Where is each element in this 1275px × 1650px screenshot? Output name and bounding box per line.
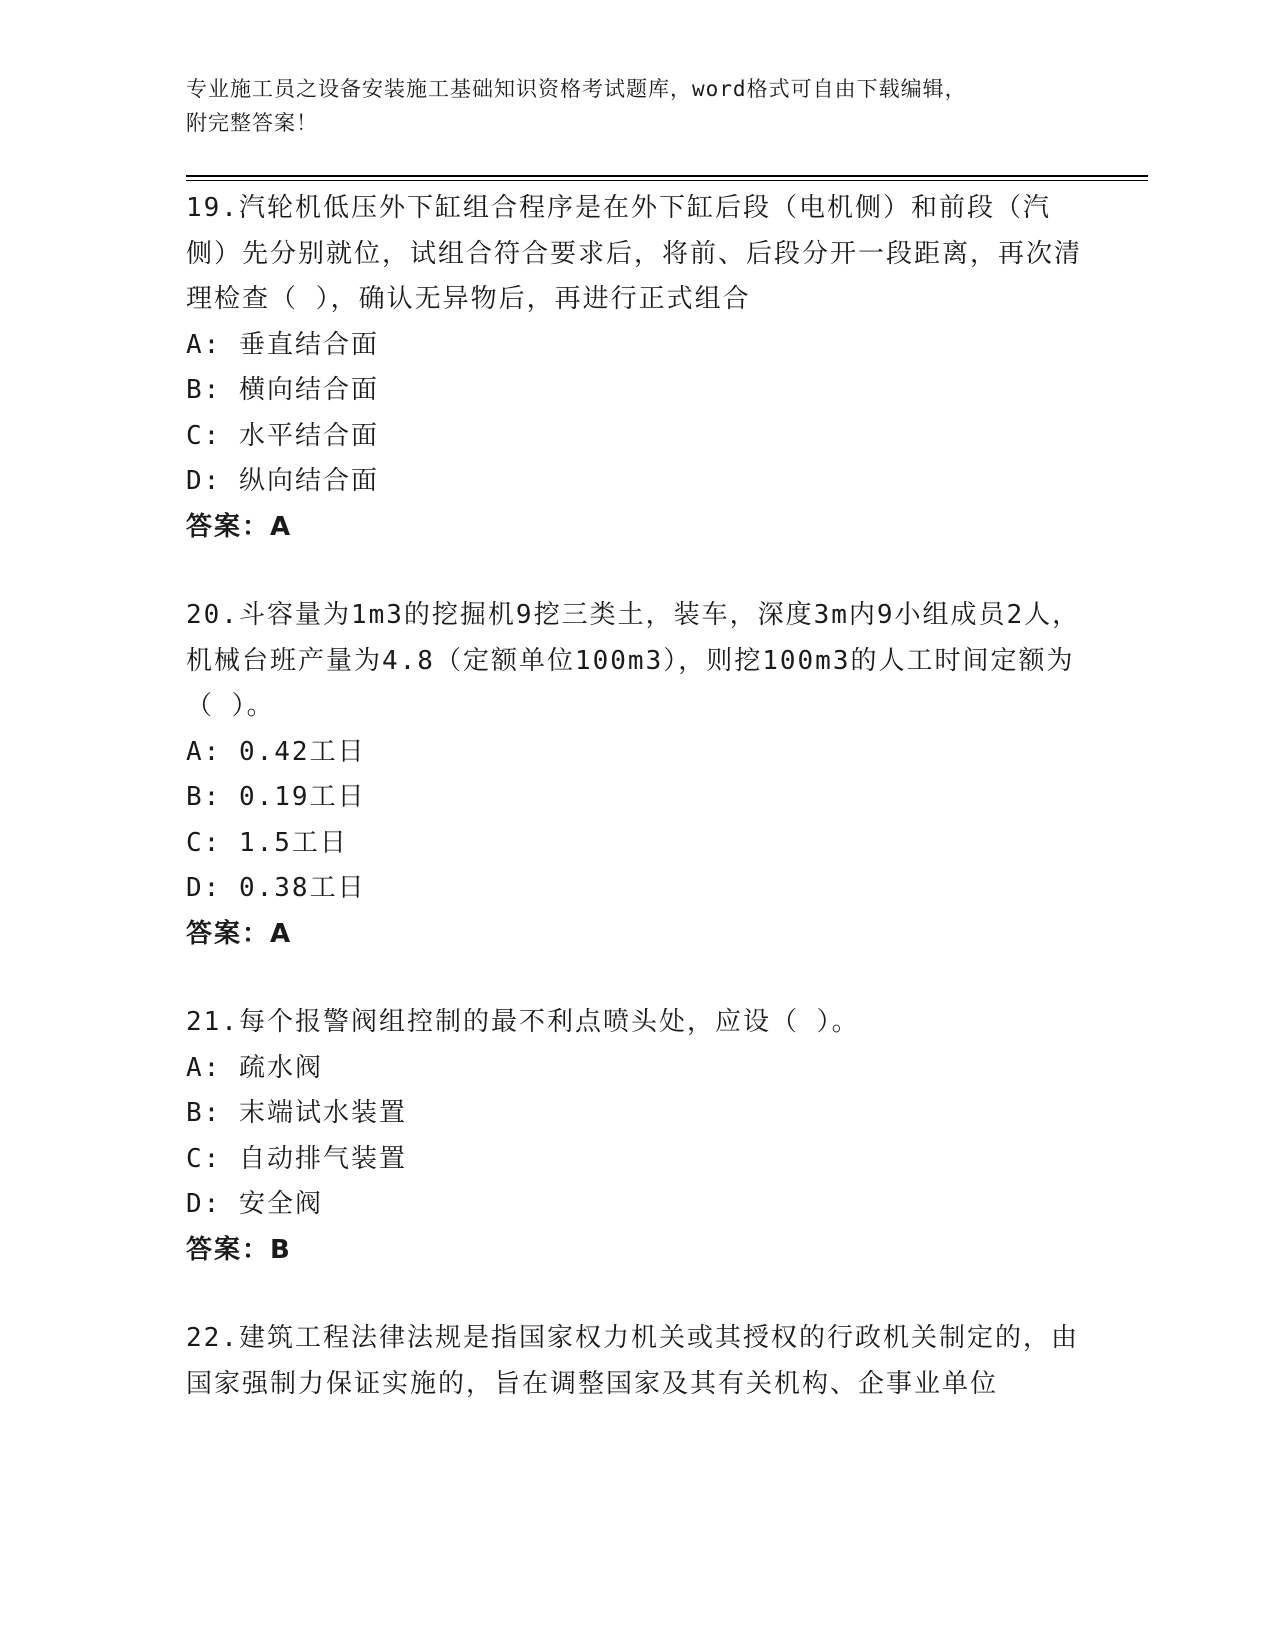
option-c: C: 水平结合面 [186,420,379,451]
document-header [186,72,1066,140]
option-b: B: 末端试水装置 [186,1098,407,1128]
question-stem: 20.斗容量为1m3的挖掘机9挖三类土，装车，深度3m内9小组成员2人，机械台班产量为4.8（定额单位100m3），则挖100m3的人工时间定额为（ ）。 [186,600,1081,721]
header-line-2: 附完整答案！ [186,111,318,135]
option-d: D: 纵向结合面 [186,466,379,496]
question-20 [186,593,1086,957]
header-divider-thin [186,180,1148,181]
header-line-1: 专业施工员之设备安装施工基础知识资格考试题库，word格式可自由下载编辑， [186,77,967,101]
question-22 [186,1316,1086,1407]
option-d: D: 0.38工日 [186,873,366,903]
question-list [186,186,1086,1450]
header-divider-thick [186,175,1148,177]
question-stem: 22.建筑工程法律法规是指国家权力机关或其授权的行政机关制定的，由国家强制力保证实施的，旨在调整国家及其有关机构、企事业单位 [186,1323,1079,1399]
option-c: C: 1.5工日 [186,827,348,858]
answer-line: 答案：A [186,511,293,542]
question-19 [186,186,1086,550]
option-b: B: 横向结合面 [186,375,379,405]
option-a: A: 0.42工日 [186,736,366,767]
option-c: C: 自动排气装置 [186,1143,407,1174]
question-stem: 21.每个报警阀组控制的最不利点喷头处，应设（ ）。 [186,1007,860,1037]
option-b: B: 0.19工日 [186,782,366,812]
option-a: A: 垂直结合面 [186,329,379,360]
question-stem: 19.汽轮机低压外下缸组合程序是在外下缸后段（电机侧）和前段（汽侧）先分别就位，试组合符合要求后，将前、后段分开一段距离，再次清理检查（ ），确认无异物后，再进行正式组合 [186,193,1083,314]
option-a: A: 疏水阀 [186,1052,323,1083]
answer-line: 答案：A [186,918,293,949]
option-d: D: 安全阀 [186,1189,323,1219]
answer-line: 答案：B [186,1234,292,1265]
question-21 [186,1000,1086,1273]
